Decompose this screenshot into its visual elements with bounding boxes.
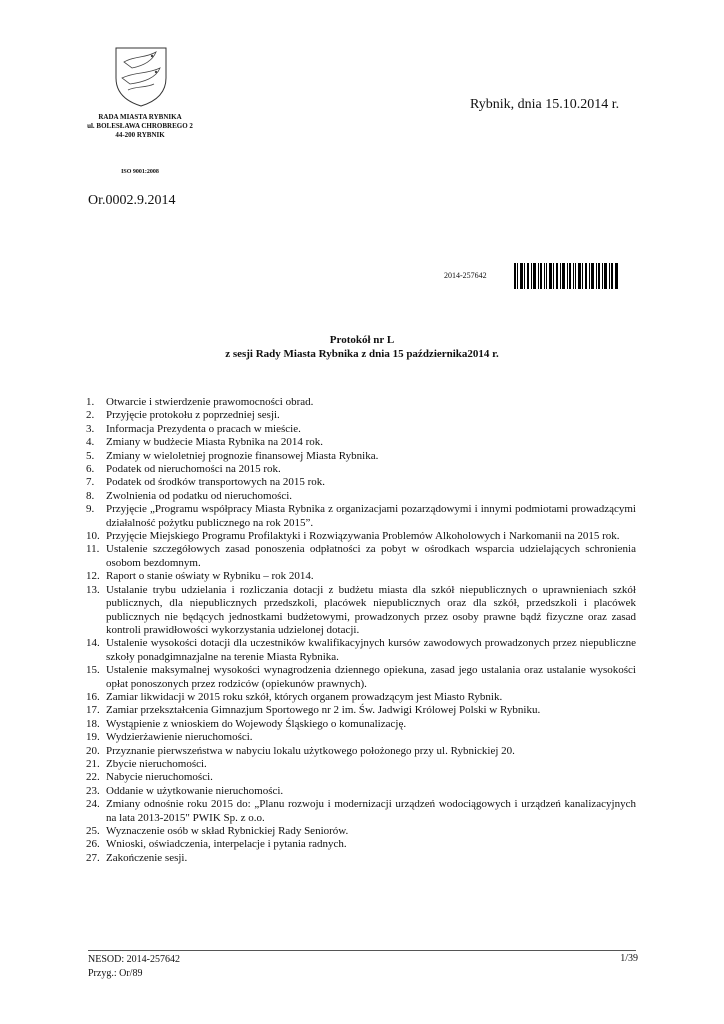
agenda-item-number: 23. — [86, 784, 100, 797]
agenda-item — [86, 771, 636, 784]
agenda-item-text: Otwarcie i stwierdzenie prawomocności obrad. — [106, 396, 314, 408]
agenda-item — [86, 798, 636, 825]
footer-divider — [88, 950, 636, 951]
agenda-item-number: 6. — [86, 463, 95, 476]
agenda-item — [86, 825, 636, 838]
agenda-item-text: Ustalenie szczegółowych zasad ponoszenia odpłatności za pobyt w ośrodkach wsparcia udzielających schronienia osobom bezdomnym. — [106, 543, 636, 569]
agenda-item — [86, 731, 636, 744]
agenda-item — [86, 503, 636, 530]
agenda-item — [86, 543, 636, 570]
agenda-item-text: Wystąpienie z wnioskiem do Wojewody Śląskiego o komunalizację. — [106, 717, 407, 730]
agenda-item-number: 14. — [86, 637, 100, 650]
agenda-item-number: 1. — [86, 396, 95, 408]
protocol-title — [60, 333, 664, 361]
page-number: 1/39 — [620, 953, 638, 964]
agenda-item-number: 5. — [86, 449, 95, 462]
agenda-item-text: Nabycie nieruchomości. — [106, 771, 213, 784]
agenda-item — [86, 704, 636, 717]
agenda-item-number: 24. — [86, 798, 100, 811]
agenda-item — [86, 570, 636, 583]
agenda-item-number: 10. — [86, 530, 100, 543]
agenda-item-text: Ustalenie maksymalnej wysokości wynagrodzenia dziennego opiekuna, zasad jego ustalania oraz ustalanie wysokości opłat ponoszonych przez rodziców (opiekunów prawnych). — [106, 664, 636, 690]
agenda-item-number: 7. — [86, 476, 95, 489]
agenda-item-number: 4. — [86, 436, 95, 449]
agenda-item-number: 3. — [86, 422, 95, 435]
agenda-item-text: Zbycie nieruchomości. — [106, 757, 207, 770]
agenda-item-number: 21. — [86, 757, 100, 770]
place-date: Rybnik, dnia 15.10.2014 r. — [470, 97, 620, 112]
agenda-item-text: Przyznanie pierwszeństwa w nabyciu lokalu użytkowego położonego przy ul. Rybnickiej 20. — [106, 744, 515, 757]
agenda-item-text: Wyznaczenie osób w skład Rybnickiej Rady Seniorów. — [106, 825, 349, 837]
footer-prepared-by: Przyg.: Or/89 — [88, 968, 143, 979]
barcode-number: 2014-257642 — [444, 271, 487, 280]
agenda-item — [86, 409, 636, 422]
org-street: ul. BOLESŁAWA CHROBREGO 2 — [87, 122, 193, 130]
agenda-item-number: 16. — [86, 690, 100, 703]
agenda-item-number: 18. — [86, 717, 100, 730]
agenda-item-number: 11. — [86, 543, 100, 556]
agenda-item-text: Wydzierżawienie nieruchomości. — [106, 731, 253, 744]
agenda-item — [86, 758, 636, 771]
agenda-item — [86, 490, 636, 503]
agenda-item-text: Przyjęcie „Programu współpracy Miasta Rybnika z organizacjami pozarządowymi i innymi podmiotami prowadzącymi działalność pożytku publicznego na rok 2015”. — [106, 503, 636, 529]
agenda-item — [86, 423, 636, 436]
agenda-item — [86, 396, 636, 409]
agenda-item-text: Zmiany w wieloletniej prognozie finansowej Miasta Rybnika. — [106, 449, 379, 462]
agenda-list — [86, 396, 636, 865]
agenda-item-text: Przyjęcie Miejskiego Programu Profilaktyki i Rozwiązywania Problemów Alkoholowych i Narkomanii na 2015 rok. — [106, 530, 620, 543]
agenda-item-text: Raport o stanie oświaty w Rybniku – rok 2014. — [106, 570, 314, 583]
organization-address — [60, 113, 220, 140]
agenda-item-text: Ustalanie trybu udzielania i rozliczania dotacji z budżetu miasta dla szkół niepublicznych o uprawnieniach szkół publicznych, dla niepublicznych przedszkoli, placówek niepublicznych oraz dla szkół, przedszkoli i placówek publicznych nie będących jednostkami budżetowymi, prowadzonych przez osoby prawne bądź fizyczne oraz zasad kontroli prawidłowości wykorzystania udzielonej dotacji. — [106, 583, 636, 636]
agenda-item-number: 19. — [86, 731, 100, 744]
title-line-2: z sesji Rady Miasta Rybnika z dnia 15 października2014 r. — [225, 348, 499, 360]
agenda-item — [86, 785, 636, 798]
footer-info — [88, 953, 180, 981]
agenda-item-number: 12. — [86, 570, 100, 583]
agenda-item-text: Podatek od nieruchomości na 2015 rok. — [106, 463, 281, 476]
agenda-item-number: 13. — [86, 583, 100, 596]
agenda-item-text: Zmiany w budżecie Miasta Rybnika na 2014 rok. — [106, 436, 324, 449]
title-line-1: Protokół nr L — [329, 334, 395, 346]
agenda-item — [86, 584, 636, 638]
agenda-item-number: 15. — [86, 664, 100, 677]
agenda-item-text: Wnioski, oświadczenia, interpelacje i pytania radnych. — [106, 838, 347, 851]
agenda-item-number: 8. — [86, 489, 95, 502]
agenda-item-number: 25. — [86, 825, 100, 837]
agenda-item — [86, 852, 636, 865]
document-reference: Or.0002.9.2014 — [88, 193, 176, 208]
agenda-item-text: Informacja Prezydenta o pracach w mieście. — [106, 422, 301, 435]
footer-nesod: NESOD: 2014-257642 — [88, 954, 180, 965]
barcode-icon — [514, 263, 618, 289]
agenda-item-number: 9. — [86, 503, 95, 516]
agenda-item-number: 27. — [86, 851, 100, 864]
agenda-item-text: Zmiany odnośnie roku 2015 do: „Planu rozwoju i modernizacji urządzeń wodociągowych i urządzeń kanalizacyjnych na lata 2013-2015" PWIK Sp. z o.o. — [106, 798, 636, 824]
agenda-item — [86, 476, 636, 489]
agenda-item — [86, 530, 636, 543]
agenda-item-number: 22. — [86, 771, 100, 784]
agenda-item — [86, 637, 636, 664]
agenda-item-number: 26. — [86, 838, 100, 851]
city-crest-icon — [112, 44, 170, 108]
agenda-item-text: Oddanie w użytkowanie nieruchomości. — [106, 784, 284, 797]
agenda-item — [86, 463, 636, 476]
agenda-item-text: Zamiar likwidacji w 2015 roku szkół, których organem prowadzącym jest Miasto Rybnik. — [106, 690, 503, 703]
agenda-item-number: 17. — [86, 704, 100, 717]
agenda-item-text: Zakończenie sesji. — [106, 851, 188, 864]
org-city: 44-200 RYBNIK — [115, 131, 165, 139]
agenda-item-number: 20. — [86, 744, 100, 757]
agenda-item — [86, 450, 636, 463]
agenda-item — [86, 691, 636, 704]
agenda-item-text: Zwolnienia od podatku od nieruchomości. — [106, 489, 293, 502]
agenda-item — [86, 718, 636, 731]
agenda-item-text: Zamiar przekształcenia Gimnazjum Sportowego nr 2 im. Św. Jadwigi Królowej Polski w Rybniku. — [106, 704, 541, 717]
agenda-item-number: 2. — [86, 409, 95, 422]
agenda-item — [86, 745, 636, 758]
agenda-item-text: Podatek od środków transportowych na 2015 rok. — [106, 476, 326, 489]
agenda-item — [86, 664, 636, 691]
iso-certification: ISO 9001:2008 — [121, 169, 159, 175]
agenda-item — [86, 436, 636, 449]
agenda-item-text: Przyjęcie protokołu z poprzedniej sesji. — [106, 409, 280, 422]
agenda-item — [86, 838, 636, 851]
agenda-item-text: Ustalenie wysokości dotacji dla uczestników kwalifikacyjnych kursów zawodowych prowadzonych przez niepubliczne szkoły ponadgimnazjalne na terenie Miasta Rybnika. — [106, 637, 636, 663]
org-name: RADA MIASTA RYBNIKA — [98, 113, 182, 121]
